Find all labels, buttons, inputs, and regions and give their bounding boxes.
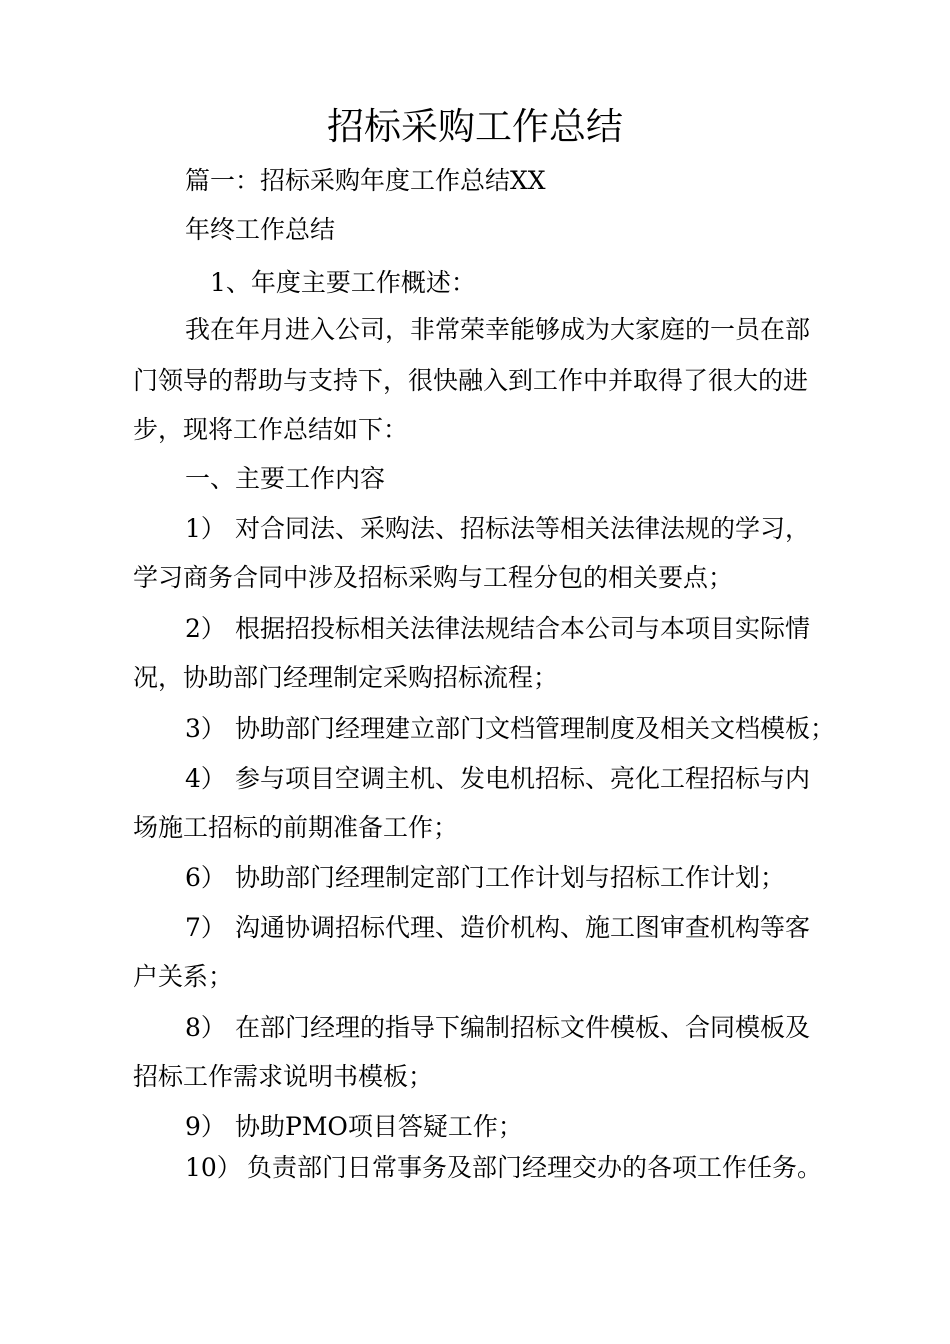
item-text: 参与项目空调主机、发电机招标、亮化工程招标与内 bbox=[235, 764, 811, 793]
item-number: 10） bbox=[185, 1153, 242, 1182]
item-number: 9） bbox=[185, 1112, 226, 1141]
list-item bbox=[185, 762, 810, 796]
item-number: 3） bbox=[185, 714, 226, 743]
item-text: 协助部门经理制定部门工作计划与招标工作计划； bbox=[235, 863, 786, 892]
list-item-continuation: 户关系； bbox=[133, 962, 234, 991]
list-item-continuation: 学习商务合同中涉及招标采购与工程分包的相关要点； bbox=[133, 563, 734, 592]
subtitle: 篇一：招标采购年度工作总结XX bbox=[185, 166, 546, 195]
list-item bbox=[185, 1110, 523, 1144]
list-item bbox=[185, 1151, 822, 1185]
item-text: 协助PMO项目答疑工作； bbox=[235, 1112, 523, 1141]
item-number: 2） bbox=[185, 614, 226, 643]
item-number: 7） bbox=[185, 913, 226, 942]
section-heading-main: 一、主要工作内容 bbox=[185, 464, 386, 493]
item-text: 在部门经理的指导下编制招标文件模板、合同模板及 bbox=[235, 1013, 811, 1042]
intro-line: 我在年月进入公司，非常荣幸能够成为大家庭的一员在部 bbox=[185, 315, 811, 344]
subtitle-2: 年终工作总结 bbox=[185, 215, 336, 244]
list-item-continuation: 况，协助部门经理制定采购招标流程； bbox=[133, 663, 559, 692]
item-number: 6） bbox=[185, 863, 226, 892]
intro-line: 门领导的帮助与支持下，很快融入到工作中并取得了很大的进 bbox=[133, 366, 809, 395]
item-text: 根据招投标相关法律法规结合本公司与本项目实际情 bbox=[235, 614, 811, 643]
section-heading-1: 1、年度主要工作概述： bbox=[210, 268, 476, 297]
item-text: 对合同法、采购法、招标法等相关法律法规的学习， bbox=[235, 514, 811, 543]
item-text: 沟通协调招标代理、造价机构、施工图审查机构等客 bbox=[235, 913, 811, 942]
intro-line: 步，现将工作总结如下： bbox=[133, 415, 409, 444]
item-number: 1） bbox=[185, 514, 226, 543]
list-item bbox=[185, 712, 835, 746]
item-number: 4） bbox=[185, 764, 226, 793]
list-item-continuation: 场施工招标的前期准备工作； bbox=[133, 813, 459, 842]
item-text: 协助部门经理建立部门文档管理制度及相关文档模板； bbox=[235, 714, 836, 743]
item-text: 负责部门日常事务及部门经理交办的各项工作任务。 bbox=[247, 1153, 823, 1182]
list-item bbox=[185, 612, 810, 646]
list-item bbox=[185, 1011, 810, 1045]
page-title: 招标采购工作总结 bbox=[327, 105, 623, 148]
list-item bbox=[185, 861, 785, 895]
list-item bbox=[185, 911, 810, 945]
list-item bbox=[185, 512, 810, 546]
item-number: 8） bbox=[185, 1013, 226, 1042]
list-item-continuation: 招标工作需求说明书模板； bbox=[133, 1062, 434, 1091]
